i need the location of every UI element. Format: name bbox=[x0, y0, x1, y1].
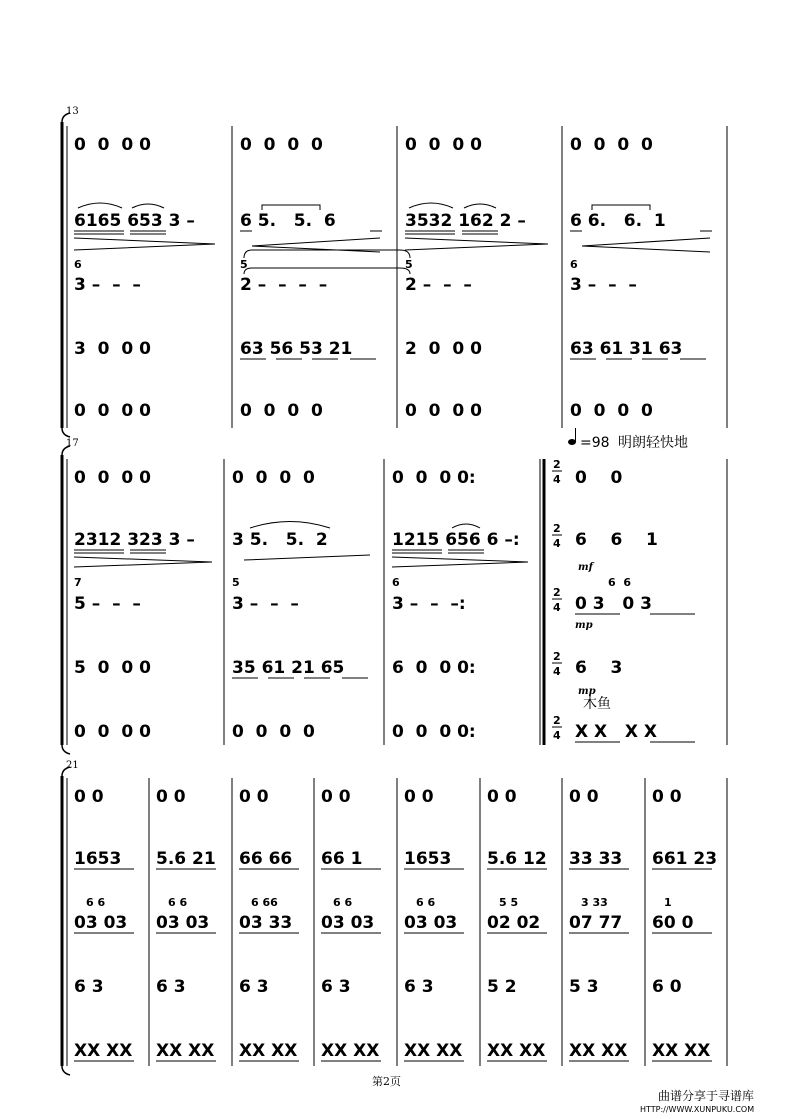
note-row: 0 0 0 0 bbox=[74, 135, 151, 155]
chord-top: 5 bbox=[232, 576, 240, 589]
chord-top: 5 bbox=[405, 258, 413, 271]
note-row: XX XX bbox=[156, 1041, 215, 1061]
note-row: 03 33 bbox=[239, 913, 293, 933]
note-row: 0 0 0 0 bbox=[74, 401, 151, 421]
instrument-label: 木鱼 bbox=[583, 696, 611, 712]
system-2 bbox=[62, 428, 727, 754]
note-row: 60 0 bbox=[652, 913, 694, 933]
note-row: 35 61 21 65 bbox=[232, 658, 345, 678]
note-row: XX XX bbox=[239, 1041, 298, 1061]
note-row: 3 – – –: bbox=[392, 594, 466, 614]
note-row: 03 03 bbox=[321, 913, 375, 933]
note-row: 2 0 0 0 bbox=[405, 339, 482, 359]
measure-number-21: 21 bbox=[66, 760, 79, 771]
note-row: 0 0 0 0 bbox=[570, 135, 653, 155]
note-row: 3 0 0 0 bbox=[74, 339, 151, 359]
note-row: 5 – – – bbox=[74, 594, 141, 614]
dynamic-mf: mf bbox=[578, 562, 593, 573]
note-row: 6 5. 5. 6 bbox=[240, 211, 336, 231]
note-row: 3 5. 5. 2 bbox=[232, 530, 328, 550]
note-row: 0 0 0 0 bbox=[405, 135, 482, 155]
system-3-rows bbox=[74, 787, 717, 1061]
chord-top: 6 bbox=[74, 258, 82, 271]
tempo-marking bbox=[568, 428, 688, 451]
note-row: 0 0 bbox=[575, 468, 623, 488]
chord-top: 6 6 bbox=[416, 896, 436, 909]
note-row: 2 – – – – bbox=[240, 275, 328, 295]
note-row: 1653 bbox=[74, 849, 122, 869]
note-row: 6 3 bbox=[404, 977, 434, 997]
note-row: 1215 656 6 –: bbox=[392, 530, 520, 550]
note-row: XX XX bbox=[652, 1041, 711, 1061]
note-row: 0 0 0 0: bbox=[392, 722, 476, 742]
note-row: 6 0 0 0: bbox=[392, 658, 476, 678]
note-row: 6 6. 6. 1 bbox=[570, 211, 666, 231]
note-row: 66 66 bbox=[239, 849, 293, 869]
note-row: 3532 162 2 – bbox=[405, 211, 526, 231]
watermark-text: 曲谱分享于寻谱库 bbox=[658, 1089, 755, 1103]
note-row: 5.6 12 bbox=[487, 849, 547, 869]
system-1 bbox=[62, 106, 727, 437]
chord-top: 6 6 bbox=[608, 576, 631, 589]
note-row: 0 0 bbox=[487, 787, 517, 807]
dynamic-mp: mp bbox=[575, 620, 593, 631]
note-row: XX XX bbox=[404, 1041, 463, 1061]
note-row: 03 03 bbox=[156, 913, 210, 933]
note-row: 5 0 0 0 bbox=[74, 658, 151, 678]
note-row: 3 – – – bbox=[232, 594, 299, 614]
note-row: 661 23 bbox=[652, 849, 718, 869]
note-row: 0 0 0 0 bbox=[74, 468, 151, 488]
page-number: 第2页 bbox=[372, 1075, 401, 1088]
note-row: 6 3 bbox=[321, 977, 351, 997]
note-row: 0 0 0 0 bbox=[232, 468, 315, 488]
note-row: 0 0 0 0 bbox=[232, 722, 315, 742]
chord-top: 3 33 bbox=[581, 896, 608, 909]
note-row: 07 77 bbox=[569, 913, 623, 933]
svg-text:2: 2 bbox=[553, 522, 561, 535]
note-row: 03 03 bbox=[404, 913, 458, 933]
chord-top: 6 6 bbox=[86, 896, 106, 909]
system-3 bbox=[62, 760, 727, 1075]
ties bbox=[244, 250, 410, 274]
bracket-hook-bottom bbox=[62, 1066, 70, 1075]
measure-number-13: 13 bbox=[66, 106, 79, 117]
note-row: 0 0 bbox=[156, 787, 186, 807]
note-row: XX XX bbox=[569, 1041, 628, 1061]
note-row: 0 0 bbox=[404, 787, 434, 807]
svg-text:4: 4 bbox=[553, 537, 561, 550]
chord-top: 5 5 bbox=[499, 896, 519, 909]
svg-text:2: 2 bbox=[553, 650, 561, 663]
bracket-hook-bottom bbox=[62, 745, 70, 754]
quarter-note-icon bbox=[568, 439, 576, 445]
note-row: 2 – – – bbox=[405, 275, 472, 295]
tempo-value: =98 bbox=[580, 435, 610, 451]
note-row: 0 3 0 3 bbox=[575, 594, 652, 614]
note-row: 0 0 0 0 bbox=[74, 722, 151, 742]
tempo-expression: 明朗轻快地 bbox=[618, 435, 688, 451]
svg-text:4: 4 bbox=[553, 473, 561, 486]
note-row: 5 3 bbox=[569, 977, 599, 997]
note-row: 03 03 bbox=[74, 913, 128, 933]
chord-top: 5 bbox=[240, 258, 248, 271]
note-row: 63 56 53 21 bbox=[240, 339, 353, 359]
note-row: 6 0 bbox=[652, 977, 682, 997]
dynamic-mp: mp bbox=[578, 686, 596, 697]
svg-text:2: 2 bbox=[553, 586, 561, 599]
svg-text:4: 4 bbox=[553, 601, 561, 614]
note-row: 0 0 bbox=[74, 787, 104, 807]
chord-top: 1 bbox=[664, 896, 672, 909]
svg-text:2: 2 bbox=[553, 714, 561, 727]
time-signatures bbox=[552, 458, 562, 742]
note-row: 6 3 bbox=[239, 977, 269, 997]
chord-top: 6 6 bbox=[168, 896, 188, 909]
note-row: 2312 323 3 – bbox=[74, 530, 195, 550]
note-row: 6 6 1 bbox=[575, 530, 658, 550]
chord-top: 6 66 bbox=[251, 896, 278, 909]
note-row: 6 3 bbox=[74, 977, 104, 997]
chord-top: 6 bbox=[570, 258, 578, 271]
note-row: 1653 bbox=[404, 849, 452, 869]
note-row: 0 0 0 0: bbox=[392, 468, 476, 488]
bracket-hook-bottom bbox=[62, 428, 70, 437]
note-row: 0 0 bbox=[569, 787, 599, 807]
note-row: 6 3 bbox=[575, 658, 623, 678]
svg-text:4: 4 bbox=[553, 729, 561, 742]
note-row: 0 0 bbox=[239, 787, 269, 807]
note-row: 0 0 0 0 bbox=[240, 135, 323, 155]
note-row: 0 0 0 0 bbox=[405, 401, 482, 421]
svg-text:4: 4 bbox=[553, 665, 561, 678]
chord-top: 6 bbox=[392, 576, 400, 589]
note-row: 0 0 bbox=[321, 787, 351, 807]
measure-number-17: 17 bbox=[66, 438, 79, 449]
note-row: 5.6 21 bbox=[156, 849, 216, 869]
watermark-url: HTTP://WWW.XUNPUKU.COM bbox=[640, 1105, 755, 1114]
note-row: XX XX bbox=[487, 1041, 546, 1061]
note-row: 02 02 bbox=[487, 913, 541, 933]
svg-text:2: 2 bbox=[553, 458, 561, 471]
note-row: XX XX bbox=[321, 1041, 380, 1061]
note-row: 0 0 bbox=[652, 787, 682, 807]
note-row: 0 0 0 0 bbox=[570, 401, 653, 421]
note-row: 3 – – – bbox=[74, 275, 141, 295]
note-row: 33 33 bbox=[569, 849, 623, 869]
chord-top: 7 bbox=[74, 576, 82, 589]
note-row: X X X X bbox=[575, 722, 658, 742]
chord-top: 6 6 bbox=[333, 896, 353, 909]
note-row: 66 1 bbox=[321, 849, 363, 869]
note-row: 6165 653 3 – bbox=[74, 211, 195, 231]
note-row: 0 0 0 0 bbox=[240, 401, 323, 421]
note-row: 5 2 bbox=[487, 977, 517, 997]
note-row: 3 – – – bbox=[570, 275, 637, 295]
note-row: XX XX bbox=[74, 1041, 133, 1061]
note-row: 63 61 31 63 bbox=[570, 339, 683, 359]
note-row: 6 3 bbox=[156, 977, 186, 997]
